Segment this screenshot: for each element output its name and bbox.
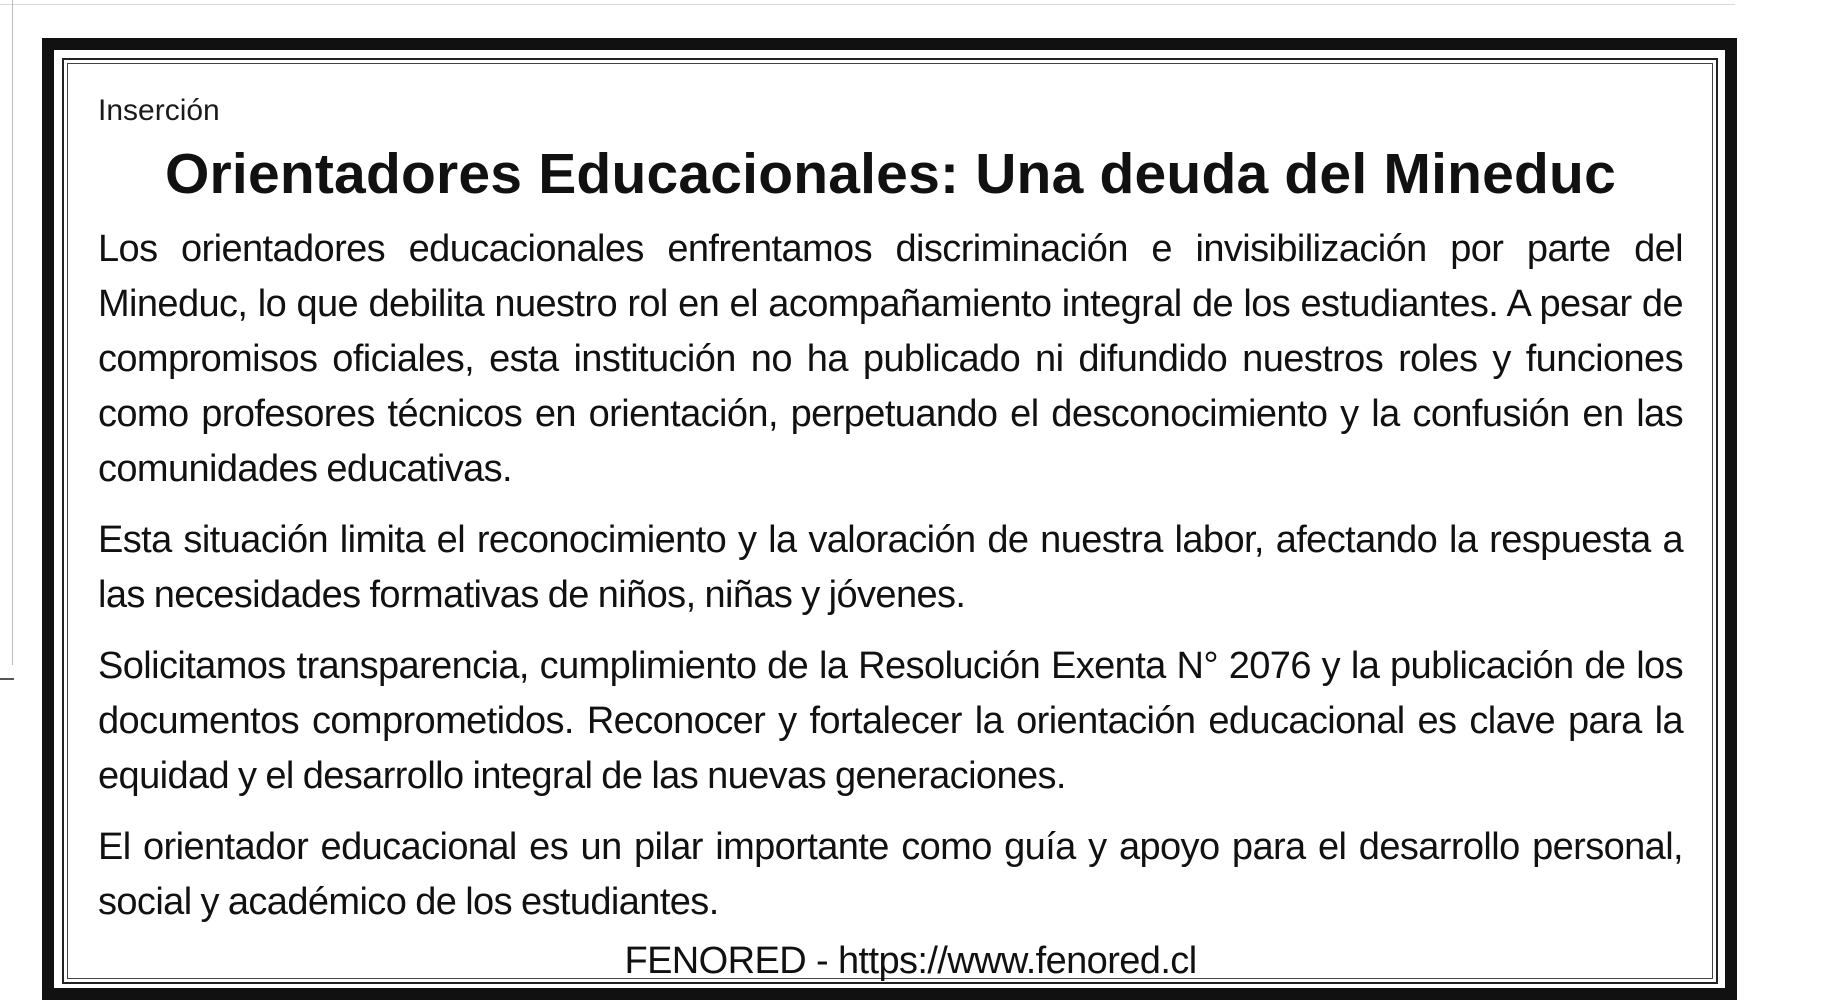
scan-edge-left bbox=[12, 0, 13, 665]
notice-signature: FENORED - https://www.fenored.cl bbox=[624, 940, 1197, 982]
notice-paragraph-1: Los orientadores educacionales enfrentamos discriminación e invisibilización por parte del Mineduc, lo que debilita nuestro rol en el acompañamiento integral de los estudiantes. A pesar de compromisos oficiales, esta institución no ha publicado ni difundido nuestros roles y funciones como profesores técnicos en orientación, perpetuando el desconocimiento y la confusión en las comunidades educativas. bbox=[98, 228, 1683, 490]
notice-paragraph-4: El orientador educacional es un pilar importante como guía y apoyo para el desarrollo personal, social y académico de los estudiantes. bbox=[98, 826, 1683, 923]
scan-edge-tick bbox=[0, 678, 14, 680]
notice-paragraph-3: Solicitamos transparencia, cumplimiento de la Resolución Exenta N° 2076 y la publicación de los documentos comprometidos. Reconocer y fortalecer la orientación educacional es clave para la equidad y el desarrollo integral de las nuevas generaciones. bbox=[98, 645, 1683, 797]
notice-headline: Orientadores Educacionales: Una deuda del Mineduc bbox=[165, 142, 1616, 206]
notice-content bbox=[98, 90, 1683, 989]
scan-edge-top bbox=[0, 4, 1735, 5]
notice-paragraph-2: Esta situación limita el reconocimiento y la valoración de nuestra labor, afectando la respuesta a las necesidades formativas de niños, niñas y jóvenes. bbox=[98, 519, 1683, 616]
notice-kicker: Inserción bbox=[98, 94, 220, 127]
